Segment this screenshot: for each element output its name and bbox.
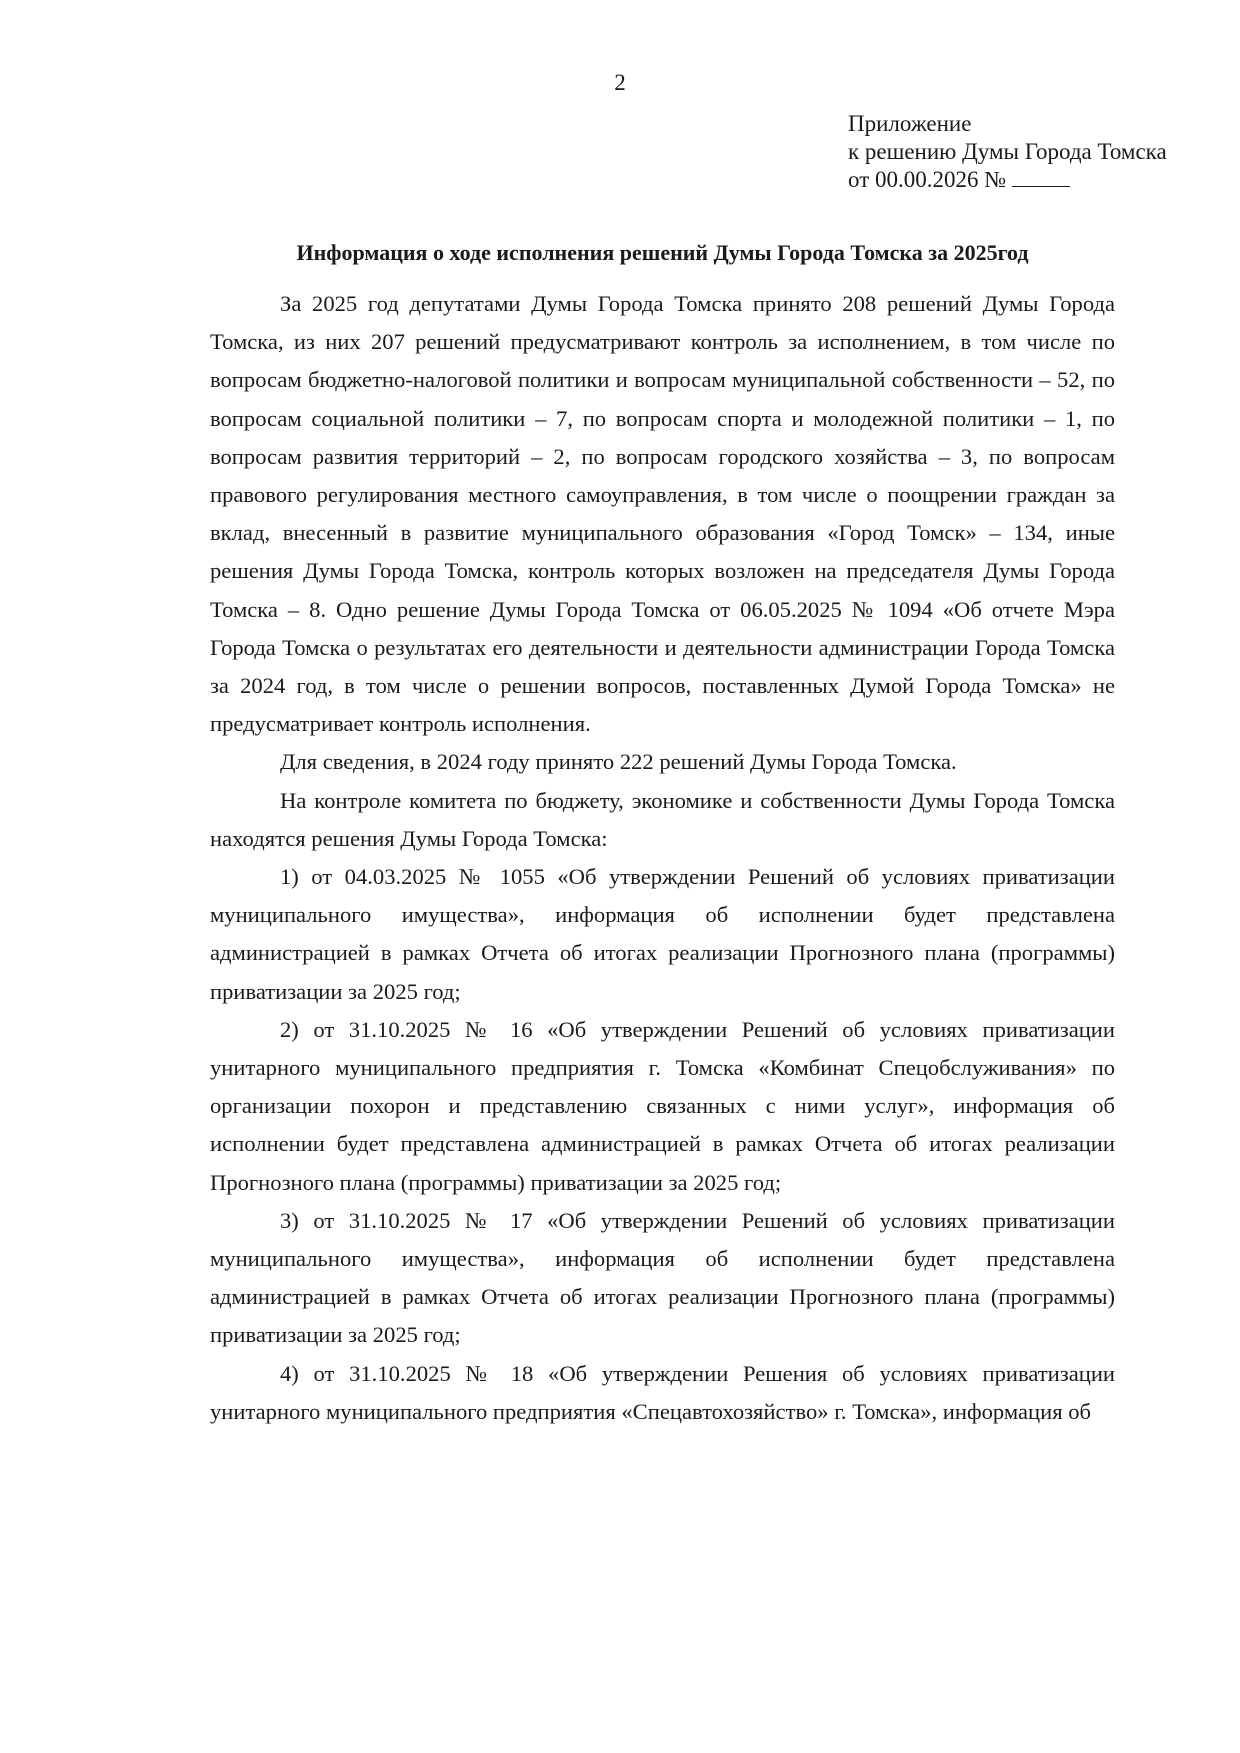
list-item-2: 2) от 31.10.2025 № 16 «Об утверждении Решений об условиях приватизации унитарного муниципального предприятия г. Томска «Комбинат Спецобслуживания» по организации похорон и представлению связанных с ними услуг», информация об исполнении будет представлена администрацией в рамках Отчета об итогах реализации Прогнозного плана (программы) приватизации за 2025 год; [210,1016,1115,1195]
list-item-4: 4) от 31.10.2025 № 18 «Об утверждении Решения об условиях приватизации унитарного муниципального предприятия «Спецавтохозяйство» г. Томска», информация об [210,1360,1115,1424]
document-body [210,285,1115,1431]
appendix-title: Приложение [848,111,972,136]
paragraph-summary: За 2025 год депутатами Думы Города Томска принято 208 решений Думы Города Томска, из них 207 решений предусматривают контроль за исполнением, в том числе по вопросам бюджетно-налоговой политики и вопросам муниципальной собственности – 52, по вопросам социальной политики – 7, по вопросам спорта и молодежной политики – 1, по вопросам развития территорий – 2, по вопросам городского хозяйства – 3, по вопросам правового регулирования местного самоуправления, в том числе о поощрении граждан за вклад, внесенный в развитие муниципального образования «Город Томск» – 134, иные решения Думы Города Томска, контроль которых возложен на председателя Думы Города Томска – 8. Одно решение Думы Города Томска от 06.05.2025 № 1094 «Об отчете Мэра Города Томска о результатах его деятельности и деятельности администрации Города Томска за 2024 год, в том числе о решении вопросов, поставленных Думой Города Томска» не предусматривает контроль исполнения. [210,291,1115,737]
number-blank-line [1012,168,1070,187]
appendix-date-line [848,166,1167,194]
appendix-reference: к решению Думы Города Томска [848,139,1167,164]
list-item-1: 1) от 04.03.2025 № 1055 «Об утверждении Решений об условиях приватизации муниципального имущества», информация об исполнении будет представлена администрацией в рамках Отчета об итогах реализации Прогнозного плана (программы) приватизации за 2025 год; [210,864,1115,1004]
paragraph-committee-intro: На контроле комитета по бюджету, экономике и собственности Думы Города Томска находятся решения Думы Города Томска: [210,787,1115,851]
page-number: 2 [614,70,626,95]
appendix-date: от 00.00.2026 № [848,167,1007,192]
appendix-header [848,110,1167,194]
list-item-3: 3) от 31.10.2025 № 17 «Об утверждении Решений об условиях приватизации муниципального имущества», информация об исполнении будет представлена администрацией в рамках Отчета об итогах реализации Прогнозного плана (программы) приватизации за 2025 год; [210,1207,1115,1348]
paragraph-previous-year: Для сведения, в 2024 году принято 222 решений Думы Города Томска. [280,749,957,775]
document-title: Информация о ходе исполнения решений Думы Города Томска за 2025год [296,240,1029,265]
